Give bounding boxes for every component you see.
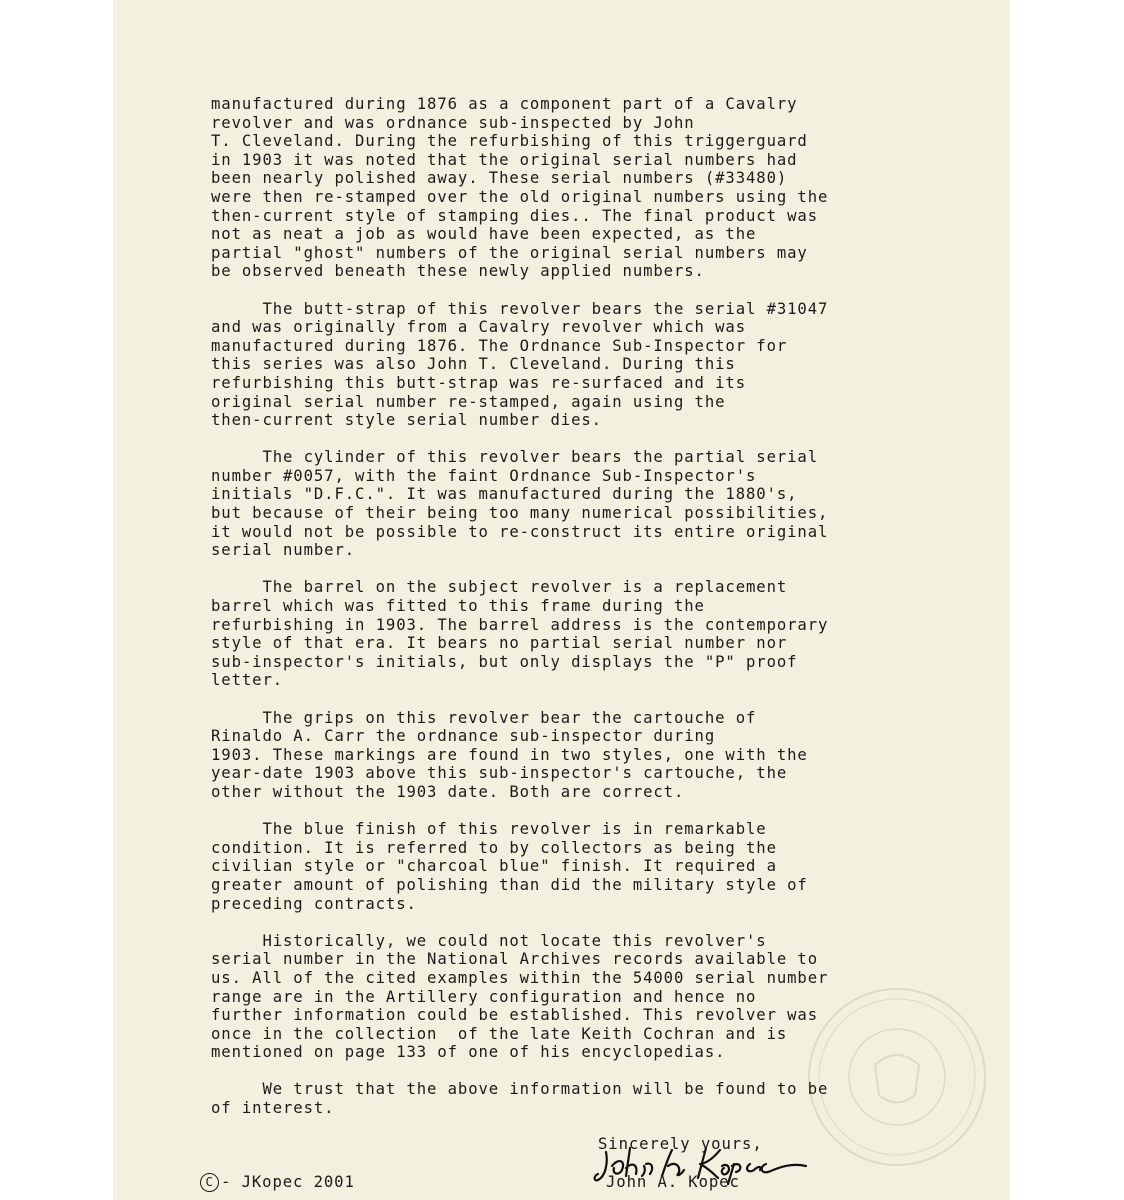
- text-line: us. All of the cited examples within the 54000 serial number: [211, 968, 829, 987]
- paragraph: [211, 932, 891, 1062]
- paragraph: [211, 578, 891, 690]
- paragraph: [211, 448, 891, 560]
- text-line: condition. It is referred to by collectors as being the: [211, 838, 777, 857]
- text-line: been nearly polished away. These serial numbers (#33480): [211, 169, 788, 188]
- text-line: partial "ghost" numbers of the original serial numbers may: [211, 243, 808, 262]
- paragraph: [211, 1080, 891, 1117]
- text-line: refurbishing this butt-strap was re-surfaced and its: [211, 373, 746, 392]
- paragraph: [211, 709, 891, 802]
- text-line: preceding contracts.: [211, 894, 417, 913]
- text-line: in 1903 it was noted that the original serial numbers had: [211, 150, 798, 169]
- signature-printed-name: John A. Kopec: [606, 1173, 740, 1191]
- text-line: The blue finish of this revolver is in remarkable: [211, 820, 767, 839]
- text-line: other without the 1903 date. Both are correct.: [211, 782, 685, 801]
- text-line: once in the collection of the late Keith Cochran and is: [211, 1024, 788, 1043]
- text-line: and was originally from a Cavalry revolver which was: [211, 318, 746, 337]
- closing-salutation: Sincerely yours,: [598, 1135, 763, 1153]
- text-line: manufactured during 1876. The Ordnance Sub-Inspector for: [211, 336, 788, 355]
- text-line: serial number in the National Archives records available to: [211, 950, 819, 969]
- text-line: barrel which was fitted to this frame during the: [211, 597, 705, 616]
- text-line: revolver and was ordnance sub-inspected by John: [211, 113, 695, 132]
- paragraph: [211, 300, 891, 430]
- text-line: of interest.: [211, 1099, 335, 1118]
- text-line: this series was also John T. Cleveland. During this: [211, 355, 736, 374]
- text-line: letter.: [211, 671, 284, 690]
- text-line: The butt-strap of this revolver bears the serial #31047: [211, 299, 829, 318]
- text-line: 1903. These markings are found in two styles, one with the: [211, 745, 808, 764]
- copyright-notice: [200, 1173, 355, 1192]
- text-line: refurbishing in 1903. The barrel address is the contemporary: [211, 615, 829, 634]
- text-line: The cylinder of this revolver bears the partial serial: [211, 448, 819, 467]
- text-line: serial number.: [211, 541, 356, 560]
- text-line: were then re-stamped over the old original numbers using the: [211, 187, 829, 206]
- text-line: further information could be established. This revolver was: [211, 1006, 819, 1025]
- text-line: original serial number re-stamped, again using the: [211, 392, 726, 411]
- text-line: initials "D.F.C.". It was manufactured during the 1880's,: [211, 485, 798, 504]
- text-line: be observed beneath these newly applied numbers.: [211, 262, 705, 281]
- letter-body: [211, 95, 891, 1136]
- text-line: then-current style serial number dies.: [211, 411, 602, 430]
- text-line: then-current style of stamping dies.. The final product was: [211, 206, 819, 225]
- paragraph: [211, 820, 891, 913]
- text-line: The grips on this revolver bear the cartouche of: [211, 708, 757, 727]
- copyright-text: - JKopec 2001: [221, 1173, 355, 1191]
- text-line: mentioned on page 133 of one of his encyclopedias.: [211, 1043, 726, 1062]
- text-line: year-date 1903 above this sub-inspector's cartouche, the: [211, 764, 788, 783]
- text-line: style of that era. It bears no partial serial number nor: [211, 634, 788, 653]
- text-line: manufactured during 1876 as a component part of a Cavalry: [211, 95, 798, 113]
- text-line: T. Cleveland. During the refurbishing of this triggerguard: [211, 132, 808, 151]
- text-line: but because of their being too many numerical possibilities,: [211, 504, 829, 523]
- text-line: sub-inspector's initials, but only displays the "P" proof: [211, 652, 798, 671]
- text-line: greater amount of polishing than did the military style of: [211, 875, 808, 894]
- text-line: not as neat a job as would have been expected, as the: [211, 225, 757, 244]
- text-line: civilian style or "charcoal blue" finish. It required a: [211, 857, 777, 876]
- copyright-icon: C: [200, 1173, 219, 1192]
- text-line: it would not be possible to re-construct its entire original: [211, 522, 829, 541]
- text-line: Rinaldo A. Carr the ordnance sub-inspector during: [211, 727, 716, 746]
- text-line: number #0057, with the faint Ordnance Sub-Inspector's: [211, 466, 757, 485]
- text-line: We trust that the above information will be found to be: [211, 1080, 829, 1099]
- text-line: Historically, we could not locate this revolver's: [211, 931, 767, 950]
- text-line: range are in the Artillery configuration and hence no: [211, 987, 757, 1006]
- paragraph: [211, 95, 891, 281]
- text-line: The barrel on the subject revolver is a replacement: [211, 578, 788, 597]
